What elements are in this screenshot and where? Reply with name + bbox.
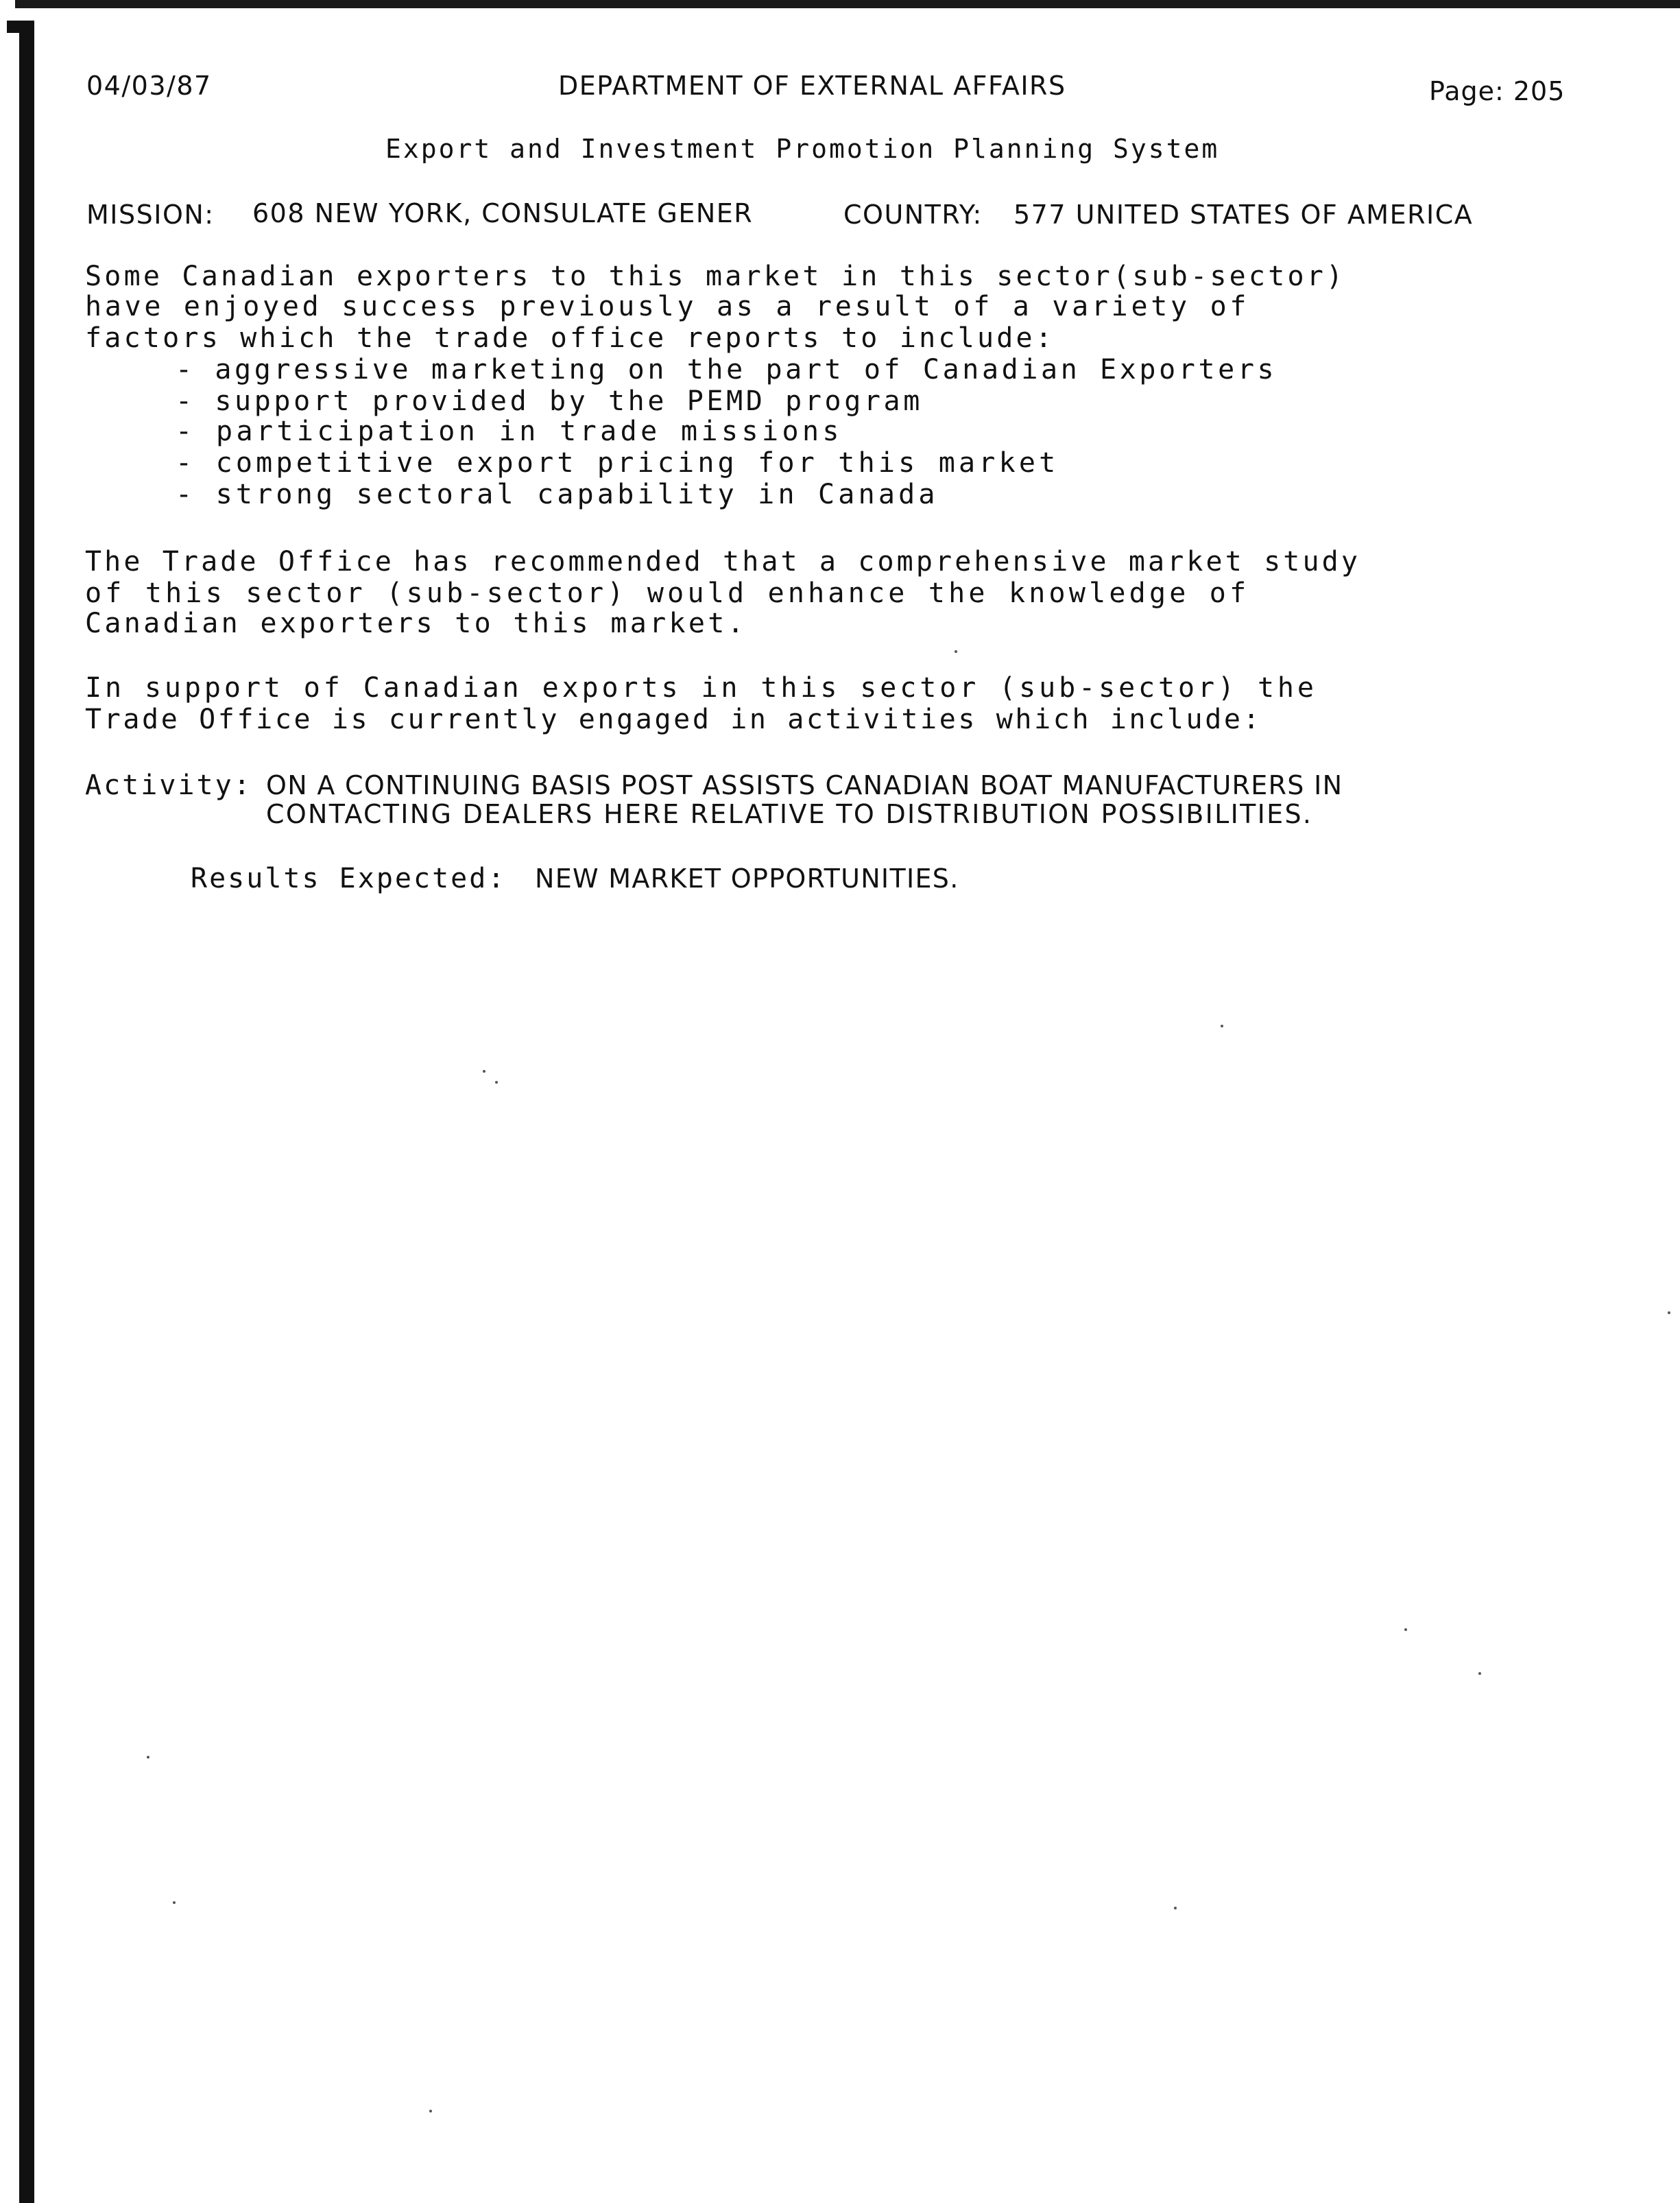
results-expected-label: Results Expected: — [191, 863, 507, 894]
activity-line: CONTACTING DEALERS HERE RELATIVE TO DISTRIBUTION POSSIBILITIES. — [266, 799, 1313, 829]
success-factor-item: - competitive export pricing for this market — [176, 447, 1059, 479]
support-intro-line: In support of Canadian exports in this sector (sub-sector) the — [85, 672, 1317, 704]
success-factor-item: - strong sectoral capability in Canada — [176, 479, 939, 510]
report-date: 04/03/87 — [86, 71, 212, 101]
market-study-line: Canadian exporters to this market. — [85, 608, 747, 639]
scan-speck — [1404, 1628, 1407, 1631]
country-label: COUNTRY: — [843, 200, 983, 230]
scan-speck — [495, 1081, 498, 1084]
scan-speck — [1478, 1672, 1481, 1675]
success-factor-item: - participation in trade missions — [176, 416, 843, 447]
success-intro-line: Some Canadian exporters to this market in this sector(sub-sector) — [85, 261, 1346, 292]
page-number: Page: 205 — [1429, 76, 1565, 106]
scan-speck — [173, 1901, 176, 1904]
market-study-line: The Trade Office has recommended that a comprehensive market study — [85, 546, 1361, 577]
activity-line: ON A CONTINUING BASIS POST ASSISTS CANADIAN BOAT MANUFACTURERS IN — [266, 770, 1343, 800]
mission-value: 608 NEW YORK, CONSULATE GENER — [252, 198, 754, 228]
department-title: DEPARTMENT OF EXTERNAL AFFAIRS — [558, 71, 1066, 101]
scan-speck — [147, 1756, 149, 1759]
scan-speck — [1174, 1907, 1177, 1909]
scan-speck — [483, 1070, 485, 1073]
market-study-line: of this sector (sub-sector) would enhance the knowledge of — [85, 577, 1250, 609]
mission-label: MISSION: — [86, 200, 215, 230]
activity-label: Activity: — [85, 770, 252, 801]
support-intro-line: Trade Office is currently engaged in activities which include: — [85, 704, 1262, 735]
scan-speck — [955, 650, 957, 653]
scan-speck — [429, 2110, 432, 2112]
results-expected-value: NEW MARKET OPPORTUNITIES. — [535, 864, 959, 894]
country-value: 577 UNITED STATES OF AMERICA — [1013, 200, 1474, 230]
scan-speck — [1221, 1025, 1223, 1027]
success-factor-item: - support provided by the PEMD program — [176, 385, 923, 417]
success-intro-line: factors which the trade office reports to include: — [85, 322, 1055, 354]
success-factor-item: - aggressive marketing on the part of Canadian Exporters — [176, 354, 1277, 385]
success-intro-line: have enjoyed success previously as a result of a variety of — [85, 291, 1250, 322]
system-title: Export and Investment Promotion Planning System — [385, 134, 1220, 164]
scan-speck — [1668, 1311, 1670, 1314]
